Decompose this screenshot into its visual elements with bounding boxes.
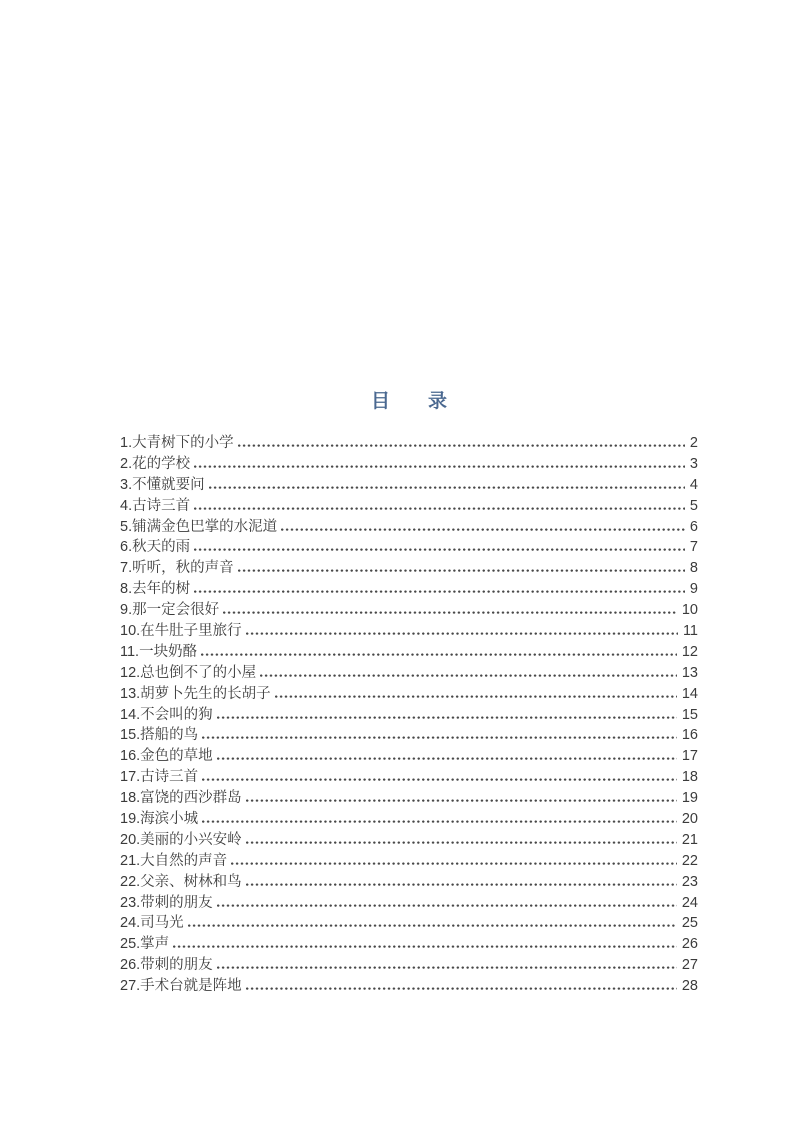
toc-entry-page: 21 (681, 831, 698, 848)
toc-entry-row[interactable] (120, 600, 698, 621)
toc-entry-label: 7.听听，秋的声音 (120, 560, 234, 577)
toc-entry-page: 9 (689, 581, 698, 598)
toc-entry-row[interactable] (120, 642, 698, 663)
toc-entry-label: 25.掌声 (120, 936, 170, 953)
toc-entry-row[interactable] (120, 537, 698, 558)
toc-entry-label: 1.大青树下的小学 (120, 435, 234, 451)
toc-entry-page: 28 (681, 978, 698, 995)
toc-entry-row[interactable] (120, 955, 698, 976)
toc-entry-page: 4 (689, 476, 698, 493)
toc-entry-label: 26.带刺的朋友 (120, 957, 213, 974)
toc-entry-page: 18 (681, 769, 698, 786)
toc-entry-row[interactable] (120, 684, 698, 705)
toc-entry-label: 21.大自然的声音 (120, 852, 228, 869)
toc-entry-row[interactable] (120, 621, 698, 642)
toc-entry-label: 6.秋天的雨 (120, 539, 191, 556)
toc-entry-label: 2.花的学校 (120, 455, 191, 472)
toc-entry-label: 5.铺满金色巴掌的水泥道 (120, 518, 278, 535)
toc-entry-row[interactable] (120, 517, 698, 538)
toc-leader-dots (173, 944, 677, 948)
toc-entry-label: 4.古诗三首 (120, 497, 191, 514)
toc-entry-label: 19.海滨小城 (120, 811, 199, 828)
toc-leader-dots (194, 589, 685, 593)
toc-leader-dots (188, 923, 677, 927)
toc-leader-dots (217, 756, 677, 760)
toc-entry-row[interactable] (120, 851, 698, 872)
toc-entry-page: 17 (681, 748, 698, 765)
toc-leader-dots (246, 840, 677, 844)
toc-entry-page: 14 (681, 685, 698, 702)
toc-leader-dots (223, 610, 677, 614)
toc-entry-page: 24 (681, 894, 698, 911)
toc-leader-dots (217, 715, 677, 719)
toc-entry-row[interactable] (120, 454, 698, 475)
toc-leader-dots (238, 568, 685, 572)
toc-entry-row[interactable] (120, 496, 698, 517)
toc-entry-row[interactable] (120, 705, 698, 726)
toc-list (120, 433, 698, 997)
toc-entry-row[interactable] (120, 725, 698, 746)
toc-leader-dots (217, 965, 677, 969)
toc-entry-page: 26 (681, 936, 698, 953)
toc-entry-row[interactable] (120, 934, 698, 955)
toc-entry-row[interactable] (120, 913, 698, 934)
toc-leader-dots (246, 798, 677, 802)
toc-entry-page: 8 (689, 560, 698, 577)
toc-entry-label: 13.胡萝卜先生的长胡子 (120, 685, 271, 702)
toc-entry-row[interactable] (120, 433, 698, 454)
toc-entry-page: 12 (681, 643, 698, 660)
toc-entry-label: 16.金色的草地 (120, 748, 213, 765)
toc-entry-row[interactable] (120, 893, 698, 914)
toc-entry-page: 25 (681, 915, 698, 932)
toc-leader-dots (201, 652, 677, 656)
toc-leader-dots (281, 527, 685, 531)
toc-entry-page: 2 (689, 435, 698, 451)
toc-entry-page: 13 (681, 664, 698, 681)
toc-entry-row[interactable] (120, 663, 698, 684)
toc-entry-label: 20.美丽的小兴安岭 (120, 831, 242, 848)
toc-entry-label: 12.总也倒不了的小屋 (120, 664, 257, 681)
toc-entry-page: 19 (681, 790, 698, 807)
toc-entry-page: 11 (682, 623, 698, 640)
toc-entry-label: 24.司马光 (120, 915, 184, 932)
toc-title: 目 录 (370, 391, 447, 412)
toc-entry-label: 14.不会叫的狗 (120, 706, 213, 723)
toc-leader-dots (202, 819, 677, 823)
toc-leader-dots (246, 882, 677, 886)
toc-leader-dots (260, 673, 677, 677)
toc-entry-page: 23 (681, 873, 698, 890)
toc-leader-dots (246, 631, 678, 635)
toc-leader-dots (217, 903, 677, 907)
toc-entry-row[interactable] (120, 976, 698, 997)
toc-entry-row[interactable] (120, 830, 698, 851)
toc-entry-label: 3.不懂就要问 (120, 476, 205, 493)
toc-entry-label: 9.那一定会很好 (120, 602, 220, 619)
toc-entry-row[interactable] (120, 579, 698, 600)
toc-entry-page: 20 (681, 811, 698, 828)
toc-entry-page: 5 (689, 497, 698, 514)
toc-entry-label: 22.父亲、树林和鸟 (120, 873, 242, 890)
toc-leader-dots (194, 464, 685, 468)
toc-entry-label: 15.搭船的鸟 (120, 727, 199, 744)
toc-entry-label: 23.带刺的朋友 (120, 894, 213, 911)
toc-entry-row[interactable] (120, 809, 698, 830)
toc-entry-row[interactable] (120, 767, 698, 788)
toc-entry-row[interactable] (120, 746, 698, 767)
toc-entry-page: 3 (689, 455, 698, 472)
toc-entry-label: 18.富饶的西沙群岛 (120, 790, 242, 807)
toc-entry-row[interactable] (120, 558, 698, 579)
toc-entry-page: 7 (689, 539, 698, 556)
toc-leader-dots (194, 506, 685, 510)
toc-leader-dots (202, 735, 677, 739)
toc-leader-dots (202, 777, 677, 781)
toc-entry-page: 10 (681, 602, 698, 619)
toc-entry-row[interactable] (120, 475, 698, 496)
toc-entry-page: 6 (689, 518, 698, 535)
toc-entry-label: 17.古诗三首 (120, 769, 199, 786)
toc-entry-page: 15 (681, 706, 698, 723)
toc-leader-dots (194, 547, 685, 551)
toc-entry-page: 27 (681, 957, 698, 974)
toc-entry-label: 11.一块奶酪 (120, 643, 198, 660)
toc-entry-label: 8.去年的树 (120, 581, 191, 598)
toc-entry-page: 22 (681, 852, 698, 869)
toc-leader-dots (209, 485, 685, 489)
toc-entry-row[interactable] (120, 788, 698, 809)
toc-entry-page: 16 (681, 727, 698, 744)
toc-entry-label: 27.手术台就是阵地 (120, 978, 242, 995)
toc-entry-label: 10.在牛肚子里旅行 (120, 623, 242, 640)
toc-entry-row[interactable] (120, 872, 698, 893)
toc-leader-dots (275, 694, 677, 698)
toc-leader-dots (231, 861, 677, 865)
toc-leader-dots (238, 443, 685, 447)
toc-leader-dots (246, 986, 677, 990)
